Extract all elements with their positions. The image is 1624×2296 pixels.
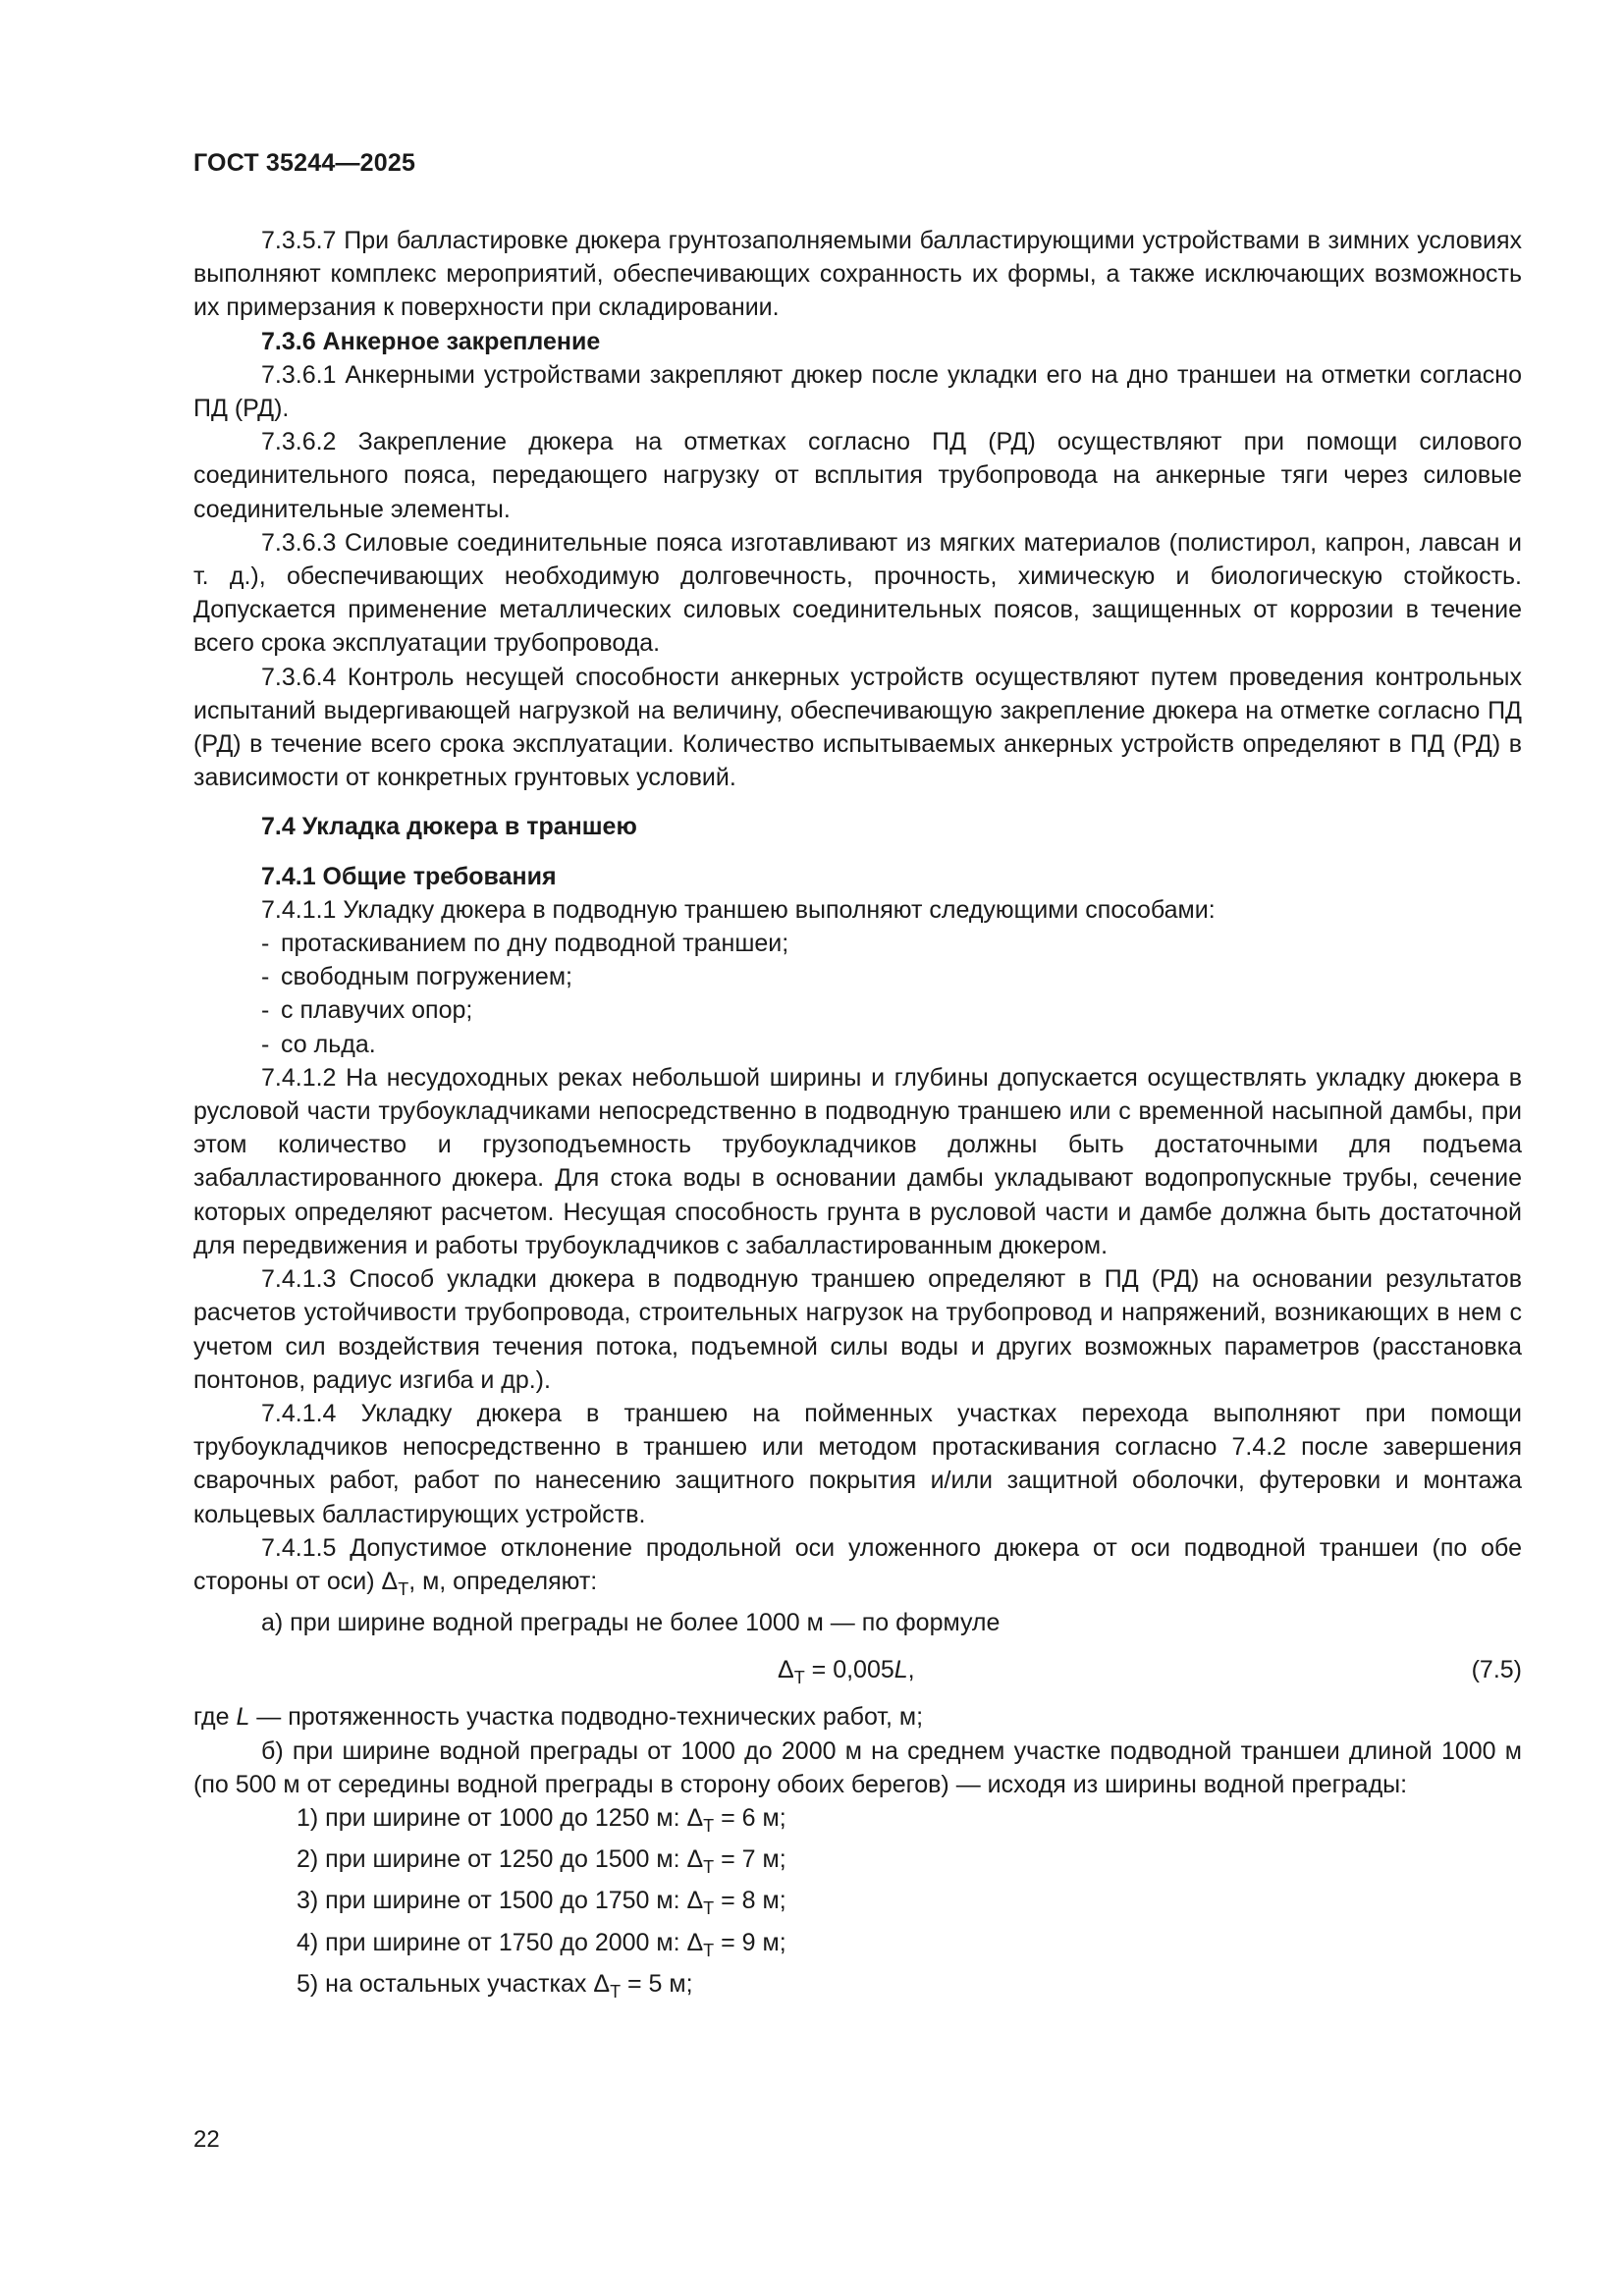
item-a: а) при ширине водной преграды не более 1000 м — по формуле [261, 1609, 1001, 1637]
list-dash: - [261, 963, 270, 991]
numbered-item-value: = 8 м; [714, 1887, 786, 1915]
where-text: — протяженность участка подводно-технических работ, м; [249, 1703, 924, 1732]
list-item [193, 993, 1522, 1027]
numbered-item-value: = 9 м; [714, 1928, 786, 1956]
numbered-list [193, 1801, 1522, 2008]
item-b: б) при ширине водной преграды от 1000 до 2000 м на среднем участке подводной траншеи длиной 1000 м (по 500 м от середины водной преграды в сторону обоих берегов) — исходя из ширины водной преграды: [193, 1736, 1522, 1798]
formula-where [193, 1700, 1522, 1734]
list-item-text: свободным погружением; [281, 963, 572, 991]
heading-7-3-6: 7.3.6 Анкерное закрепление [261, 327, 601, 355]
paragraph-7-4-1-5-tail: , м, определяют: [408, 1567, 598, 1595]
subscript: Т [703, 1857, 715, 1878]
numbered-item-value: = 7 м; [714, 1845, 786, 1874]
numbered-item-text: 2) при ширине от 1250 до 1500 м: Δ [297, 1845, 704, 1874]
numbered-item-value: = 5 м; [621, 1969, 693, 1998]
paragraph-7-4-1-4: 7.4.1.4 Укладку дюкера в траншею на пойменных участках перехода выполняют при помощи трубоукладчиков непосредственно в траншею или методом протаскивания согласно 7.4.2 после завершения сварочных работ, работ по нанесению защитного покрытия и/или защитной оболочки, футеровки и монтажа кольцевых балластирующих устройств. [193, 1399, 1522, 1528]
formula-variable: L [893, 1656, 908, 1684]
numbered-item [297, 1884, 1522, 1925]
list-item-text: протаскиванием по дну подводной траншеи; [281, 930, 789, 958]
list-dash: - [261, 930, 270, 958]
numbered-item-value: = 6 м; [714, 1803, 786, 1832]
formula-delta: Δ [778, 1656, 794, 1684]
paragraph-7-3-5-7: 7.3.5.7 При балластировке дюкера грунтозаполняемыми балластирующими устройствами в зимних условиях выполняют комплекс мероприятий, обеспечивающих сохранность их формы, а также исключающих возможность их примерзания к поверхности при складировании. [193, 227, 1522, 322]
numbered-item-text: 3) при ширине от 1500 до 1750 м: Δ [297, 1887, 704, 1915]
subscript: Т [703, 1898, 715, 1919]
page-number: 22 [193, 2126, 220, 2153]
formula-7-5 [193, 1647, 1522, 1692]
formula-number: (7.5) [1471, 1656, 1522, 1684]
formula-tail: , [907, 1656, 915, 1684]
subscript: Т [398, 1578, 409, 1599]
formula-subscript: Т [793, 1668, 805, 1688]
numbered-item [297, 1967, 1522, 2008]
heading-7-4-1: 7.4.1 Общие требования [261, 862, 557, 890]
numbered-item [297, 1801, 1522, 1842]
numbered-item-text: 4) при ширине от 1750 до 2000 м: Δ [297, 1928, 704, 1956]
list-dash: - [261, 1030, 270, 1058]
list-item [193, 927, 1522, 960]
subscript: Т [703, 1940, 715, 1960]
document-header: ГОСТ 35244—2025 [193, 149, 416, 177]
paragraph-7-4-1-5-text: 7.4.1.5 Допустимое отклонение продольной оси уложенного дюкера от оси подводной траншеи (по обе стороны от оси) Δ [193, 1533, 1522, 1595]
where-prefix: где [193, 1703, 237, 1732]
document-body [193, 224, 1522, 2008]
subscript: Т [610, 1981, 622, 2002]
paragraph-7-4-1-5 [193, 1531, 1522, 1606]
list-item-text: со льда. [281, 1030, 376, 1058]
paragraph-7-4-1-2: 7.4.1.2 На несудоходных реках небольшой ширины и глубины допускается осуществлять укладку дюкера в русловой части трубоукладчиками непосредственно в подводную траншею или с временной насыпной дамбы, при этом количество и грузоподъемность трубоукладчиков должны быть достаточными для подъема забалластированного дюкера. Для стока воды в основании дамбы укладывают водопропускные трубы, сечение которых определяют расчетом. Несущая способность грунта в русловой части и дамбе должна быть достаточной для передвижения и работы трубоукладчиков с забалластированным дюкером. [193, 1063, 1522, 1259]
list-item [193, 1028, 1522, 1061]
numbered-item [297, 1842, 1522, 1884]
paragraph-7-3-6-1: 7.3.6.1 Анкерными устройствами закрепляют дюкер после укладки его на дно траншеи на отметки согласно ПД (РД). [193, 360, 1522, 423]
heading-7-4: 7.4 Укладка дюкера в траншею [261, 813, 637, 841]
subscript: Т [703, 1815, 715, 1836]
list-item-text: с плавучих опор; [281, 996, 473, 1025]
where-variable: L [236, 1703, 250, 1732]
numbered-item [297, 1926, 1522, 1967]
paragraph-7-4-1-1: 7.4.1.1 Укладку дюкера в подводную траншею выполняют следующими способами: [261, 895, 1216, 924]
paragraph-7-3-6-2: 7.3.6.2 Закрепление дюкера на отметках согласно ПД (РД) осуществляют при помощи силового соединительного пояса, передающего нагрузку от всплытия трубопровода на анкерные тяги через силовые соединительные элементы. [193, 428, 1522, 523]
formula-expression [778, 1653, 915, 1694]
list-dash: - [261, 996, 270, 1025]
numbered-item-text: 5) на остальных участках Δ [297, 1969, 611, 1998]
list-item [193, 960, 1522, 993]
paragraph-7-3-6-4: 7.3.6.4 Контроль несущей способности анкерных устройств осуществляют путем проведения контрольных испытаний выдергивающей нагрузкой на величину, обеспечивающую закрепление дюкера на отметке согласно ПД (РД) в течение всего срока эксплуатации. Количество испытываемых анкерных устройств определяют в ПД (РД) в зависимости от конкретных грунтовых условий. [193, 663, 1522, 792]
paragraph-7-3-6-3: 7.3.6.3 Силовые соединительные пояса изготавливают из мягких материалов (полистирол, капрон, лавсан и т. д.), обеспечивающих необходимую долговечность, прочность, химическую и биологическую стойкость. Допускается применение металлических силовых соединительных поясов, защищенных от коррозии в течение всего срока эксплуатации трубопровода. [193, 528, 1522, 658]
numbered-item-text: 1) при ширине от 1000 до 1250 м: Δ [297, 1803, 704, 1832]
paragraph-7-4-1-3: 7.4.1.3 Способ укладки дюкера в подводную траншею определяют в ПД (РД) на основании результатов расчетов устойчивости трубопровода, строительных нагрузок на трубопровод и напряжений, возникающих в нем с учетом сил воздействия течения потока, подъемной силы воды и других возможных параметров (расстановка понтонов, радиус изгиба и др.). [193, 1265, 1522, 1394]
formula-rhs: = 0,005 [804, 1656, 894, 1684]
